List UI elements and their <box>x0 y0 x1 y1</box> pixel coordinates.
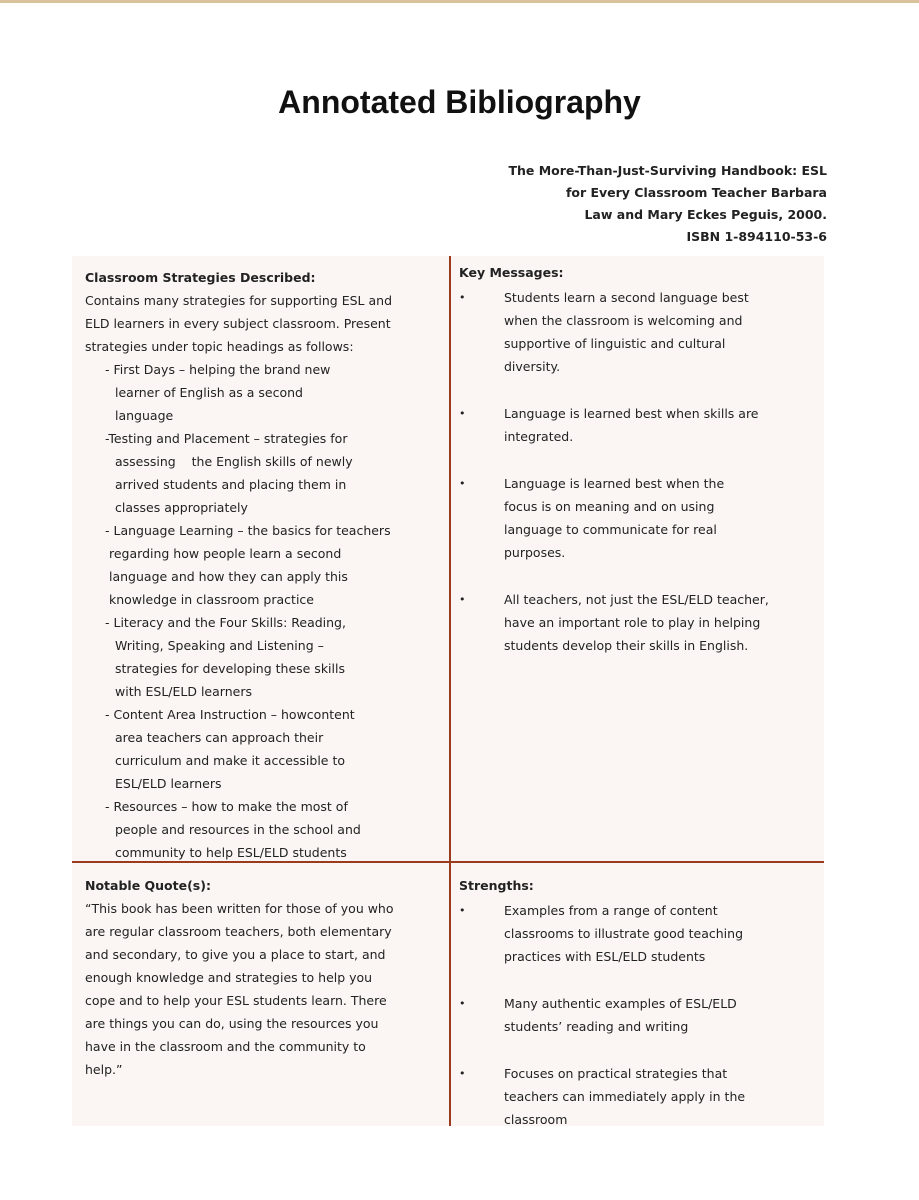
bullet-icon: • <box>459 291 466 304</box>
strategy-line: Writing, Speaking and Listening – <box>115 638 324 653</box>
strategy-line: language <box>115 408 174 423</box>
strategy-line: knowledge in classroom practice <box>109 592 314 607</box>
strategies-intro-line: strategies under topic headings as follows: <box>85 339 354 354</box>
quote-line: cope and to help your ESL students learn. There <box>85 993 387 1008</box>
strategy-line: ESL/ELD learners <box>115 776 222 791</box>
strengths-heading: Strengths: <box>459 878 534 893</box>
key-message-line: All teachers, not just the ESL/ELD teacher, <box>504 592 769 607</box>
quote-line: enough knowledge and strategies to help you <box>85 970 373 985</box>
strategy-line: with ESL/ELD learners <box>115 684 252 699</box>
strength-item <box>459 992 819 1038</box>
strengths-cell <box>459 874 819 1131</box>
strategy-line: - First Days – helping the brand new <box>105 362 331 377</box>
quote-cell <box>85 874 447 1081</box>
strategy-line: regarding how people learn a second <box>109 546 342 561</box>
strength-line: Many authentic examples of ESL/ELD <box>504 996 737 1011</box>
strategy-line: - Literacy and the Four Skills: Reading, <box>105 615 346 630</box>
key-message-line: language to communicate for real <box>504 522 717 537</box>
key-message-item <box>459 588 819 657</box>
key-message-item <box>459 286 819 378</box>
strategy-line: assessing the English skills of newly <box>115 454 353 469</box>
strength-line: teachers can immediately apply in the <box>504 1089 746 1104</box>
strength-line: classrooms to illustrate good teaching <box>504 926 744 941</box>
strategy-line: curriculum and make it accessible to <box>115 753 346 768</box>
bullet-icon: • <box>459 1067 466 1080</box>
strategy-item <box>105 427 447 519</box>
strategy-line: classes appropriately <box>115 500 248 515</box>
strategy-line: arrived students and placing them in <box>115 477 347 492</box>
strategy-item <box>105 519 447 611</box>
strength-line: Examples from a range of content <box>504 903 718 918</box>
bullet-icon: • <box>459 407 466 420</box>
key-message-line: diversity. <box>504 359 561 374</box>
strategies-heading: Classroom Strategies Described: <box>85 270 316 285</box>
strategy-line: area teachers can approach their <box>115 730 324 745</box>
key-message-line: students develop their skills in English. <box>504 638 749 653</box>
strategies-cell <box>85 266 447 864</box>
quote-line: are things you can do, using the resources you <box>85 1016 379 1031</box>
quote-line: help.” <box>85 1062 123 1077</box>
strength-item <box>459 1062 819 1131</box>
bullet-icon: • <box>459 997 466 1010</box>
bullet-icon: • <box>459 477 466 490</box>
strength-line: classroom <box>504 1112 568 1127</box>
quote-line: “This book has been written for those of you who <box>85 901 394 916</box>
citation-line: for Every Classroom Teacher Barbara <box>565 185 827 200</box>
top-border <box>0 0 919 3</box>
strength-line: practices with ESL/ELD students <box>504 949 706 964</box>
citation-line: The More-Than-Just-Surviving Handbook: ESL <box>508 163 827 178</box>
bullet-icon: • <box>459 904 466 917</box>
page-title: Annotated Bibliography <box>278 84 641 120</box>
strategy-item <box>105 795 447 864</box>
strategy-line: strategies for developing these skills <box>115 661 345 676</box>
strategy-item <box>105 358 447 427</box>
key-message-line: supportive of linguistic and cultural <box>504 336 726 351</box>
strategy-item <box>105 703 447 795</box>
strategy-line: learner of English as a second <box>115 385 303 400</box>
key-message-line: purposes. <box>504 545 566 560</box>
strategy-line: language and how they can apply this <box>109 569 348 584</box>
strategy-item <box>105 611 447 703</box>
key-message-line: integrated. <box>504 429 574 444</box>
citation-line: Law and Mary Eckes Peguis, 2000. <box>584 207 827 222</box>
strategy-line: - Content Area Instruction – howcontent <box>105 707 355 722</box>
strategies-intro-line: Contains many strategies for supporting ESL and <box>85 293 393 308</box>
citation-line: ISBN 1-894110-53-6 <box>686 229 827 244</box>
column-divider <box>449 256 451 1126</box>
key-message-item <box>459 472 819 564</box>
strategies-intro-line: ELD learners in every subject classroom. Present <box>85 316 391 331</box>
key-message-item <box>459 402 819 448</box>
quote-line: have in the classroom and the community to <box>85 1039 366 1054</box>
strategy-line: - Language Learning – the basics for teachers <box>105 523 391 538</box>
bullet-icon: • <box>459 593 466 606</box>
strength-line: Focuses on practical strategies that <box>504 1066 728 1081</box>
key-message-line: Language is learned best when the <box>504 476 725 491</box>
quote-line: and secondary, to give you a place to start, and <box>85 947 386 962</box>
key-message-line: when the classroom is welcoming and <box>504 313 743 328</box>
key-message-line: focus is on meaning and on using <box>504 499 715 514</box>
key-message-line: Students learn a second language best <box>504 290 749 305</box>
key-messages-heading: Key Messages: <box>459 265 564 280</box>
quote-heading: Notable Quote(s): <box>85 878 211 893</box>
strength-item <box>459 899 819 968</box>
strategy-line: community to help ESL/ELD students <box>115 845 347 860</box>
strategy-line: people and resources in the school and <box>115 822 361 837</box>
book-citation <box>508 160 827 248</box>
strategy-line: - Resources – how to make the most of <box>105 799 348 814</box>
bibliography-table <box>72 256 824 1126</box>
key-message-line: have an important role to play in helping <box>504 615 761 630</box>
key-message-line: Language is learned best when skills are <box>504 406 759 421</box>
quote-line: are regular classroom teachers, both elementary <box>85 924 392 939</box>
key-messages-cell <box>459 261 819 657</box>
strength-line: students’ reading and writing <box>504 1019 689 1034</box>
strategy-line: -Testing and Placement – strategies for <box>105 431 348 446</box>
